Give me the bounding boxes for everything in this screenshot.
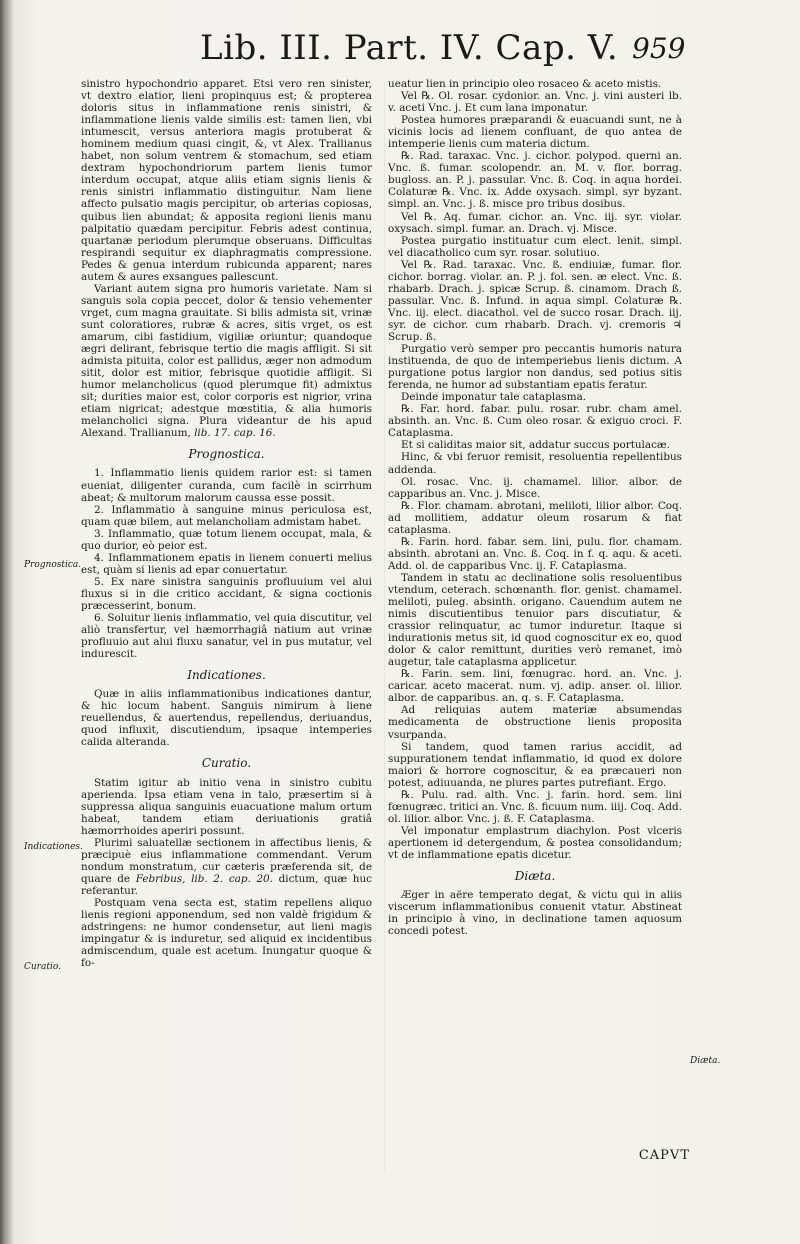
paragraph: Statim igitur ab initio vena in sinistro cubitu aperienda. Ipsa etiam vena in talo, præsertim si à suppressa aliqua sanguinis euacuatione malum ortum habeat, tandem etiam deriuationis gratiâ hæmorrhoides aperiri possunt.: [81, 776, 372, 837]
recipe: ℞. Pulu. rad. alth. Vnc. j. farin. hord. sem. lini fœnugræc. tritici an. Vnc. ß. ficuum num. iiij. Coq. Add. ol. lilior. albor. Vnc. j. ß. F. Cataplasma.: [388, 788, 682, 825]
paragraph: Deinde imponatur tale cataplasma.: [401, 391, 587, 404]
section-heading-diaeta: Diæta.: [514, 869, 556, 884]
paragraph: Ad reliquias autem materiæ absumendas medicamenta de obstructione lienis proposita vsurpanda.: [388, 704, 682, 741]
text: Plurimi saluatellæ sectionem in affectibus lienis, & præcipuè eius inflammatione commendant. Verum nondum monstratum, cur cæteris præferenda sit, de quare de: [81, 836, 372, 885]
page-number: 959: [632, 32, 686, 65]
margin-note-diaeta: Diæta.: [690, 1056, 721, 1066]
prognosis-item: 3. Inflammatio, quæ totum lienem occupat, mala, & quo durior, eò peior est.: [81, 527, 372, 552]
prognosis-item: 4. Inflammationem epatis in lienem conuerti melius est, quàm si lienis ad epar conuertatur.: [81, 551, 372, 576]
paragraph: Hinc, & vbi feruor remisit, resoluentia repellentibus addenda.: [388, 451, 682, 476]
right-column: [388, 78, 682, 937]
left-column: [81, 78, 372, 969]
margin-note-indicationes: Indicationes.: [24, 842, 83, 852]
prognosis-item: 1. Inflammatio lienis quidem rarior est: si tamen eueniat, diligenter curanda, cum facilè in scirrhum abeat; & multorum malorum caussa esse possit.: [81, 467, 372, 504]
paragraph: Postquam vena secta est, statim repellens aliquo lienis regioni apponendum, sed non valdè frigidum & adstringens: ne humor condensetur, aut lieni magis impingatur & is induretur, sed aliquid ex incidentibus admiscendum, quale est acetum. Inungatur quoque & fo-: [81, 897, 372, 970]
recipe: Vel ℞. Aq. fumar. cichor. an. Vnc. iij. syr. violar. oxysach. simpl. fumar. an. Drach. vj. Misce.: [388, 210, 682, 235]
recipe: ℞. Flor. chamam. abrotani, meliloti, lilior albor. Coq. ad mollitiem, addatur oleum rosarum & fiat cataplasma.: [388, 499, 682, 536]
paragraph: Vel imponatur emplastrum diachylon. Post vlceris apertionem id detergendum, & postea consolidandum; vt de inflammatione epatis dicetur.: [388, 824, 682, 861]
section-heading-prognostica: Prognostica.: [188, 447, 265, 462]
paragraph: Postea humores præparandi & euacuandi sunt, ne à vicinis locis ad lienem confluant, de quo antea de intemperie lienis cum materia dictum.: [388, 114, 682, 151]
section-heading-indicationes: Indicationes.: [187, 668, 266, 683]
margin-note-prognostica: Prognostica.: [24, 560, 82, 570]
reference: Febribus, lib. 2. cap. 20.: [135, 872, 273, 885]
reference: lib. 17. cap. 16.: [194, 427, 276, 440]
prognosis-item: 5. Ex nare sinistra sanguinis profluuium vel alui fluxus si in die critico accidant, & signa coctionis præcesserint, bonum.: [81, 575, 372, 612]
paragraph: [81, 283, 372, 440]
recipe: ℞. Farin. sem. lini, fœnugrac. hord. an. Vnc. j. caricar. aceto macerat. num. vj. adip. anser. ol. lilior. albor. de capparibus. an. q. s. F. Cataplasma.: [388, 668, 682, 705]
paragraph: sinistro hypochondrio apparet. Etsi vero ren sinister, vt dextro elatior, lieni propinquus est; & propterea doloris situs in inflammatione renis sinistri, & inflammatione lienis valde similis est: tamen lien, vbi intumescit, versus anteriora magis protuberat & hominem medium quasi cingit, &, vt Alex. Trallianus habet, non solum ventrem & stomachum, sed etiam dextram hypochondriorum partem lienis tumor interdum occupat, atque aliis etiam signis lienis & renis sinistri inflammatio distinguitur. Nam liene affecto pulsatio magis percipitur, ob arterias copiosas, quibus lien abundat; & apposita regioni lienis manu palpitatio quædam percipitur. Febris adest continua, quartanæ periodum plerumque obseruans. Difficultas respirandi sequitur ex diaphragmatis compressione. Pedes & genua interdum rubicunda apparent; nares autem & aures exsangues pallescunt.: [81, 78, 372, 283]
paragraph: Quæ in aliis inflammationibus indicationes dantur, & hic locum habent. Sanguis nimirum à liene reuellendus, & auertendus, repellendus, deriuandus, quod influxit, discutiendum, ipsaque intemperies calida alteranda.: [81, 688, 372, 749]
recipe: ℞. Far. hord. fabar. pulu. rosar. rubr. cham amel. absinth. an. Vnc. ß. Cum oleo rosar. & exiguo croci. F. Cataplasma.: [388, 403, 682, 440]
paragraph: [81, 837, 372, 897]
recipe: Vel ℞. Rad. taraxac. Vnc. ß. endiuiæ, fumar. flor. cichor. borrag. violar. an. P. j. fol. sen. æ elect. Vnc. ß. rhabarb. Drach. j. spicæ Scrup. ß. cinamom. Drach ß. passular. Vnc. ß. Infund. in aqua simpl. Colaturæ ℞. Vnc. iij. elect. diacathol. vel de succo rosar. Drach. iij. syr. de cichor. cum rhabarb. Drach. vj. cremoris ♃ Scrup. ß.: [388, 258, 682, 343]
recipe: Ol. rosac. Vnc. ij. chamamel. lilior. albor. de capparibus an. Vnc. j. Misce.: [388, 475, 682, 500]
paragraph: Et si caliditas maior sit, addatur succus portulacæ.: [401, 439, 670, 452]
paragraph: Tandem in statu ac declinatione solis resoluentibus vtendum, ceterach. schœnanth. flor. genist. chamamel. meliloti, puleg. absinth. origano. Cauendum autem ne nimis discutientibus tenuior pars discutiatur, & crassior relinquatur, ac tumor induretur. Itaque si indurationis metus sit, id quod cognoscitur ex eo, quod dolor & calor remittunt, durities verò remanet, imò augetur, tale cataplasma applicetur.: [388, 571, 682, 669]
section-heading-curatio: Curatio.: [201, 756, 252, 771]
catchword: CAPVT: [638, 1148, 690, 1163]
text: Variant autem signa pro humoris varietate. Nam si sanguis sola copia peccet, dolor & tensio vehementer vrget, cum magna grauitate. Si bilis admista sit, vrinæ sunt coloratiores, rubræ & acres, sitis vrget, os est amarum, cibi fastidium, vigiliæ oriuntur; quandoque ægri delirant, febrisque tertio die magis affligit. Si sit admista pituita, color est pallidus, æger non admodum sitit, dolor est mitior, febrisque quotidie affligit. Si humor melancholicus (quod plerumque fit) admixtus sit; durities maior est, color corporis est nigrior, vrina etiam nigricat; adestque mœstitia, & alia humoris melancholici signa. Plura videantur de his apud Alexand. Trallianum,: [81, 282, 372, 440]
margin-note-curatio: Curatio.: [24, 962, 61, 972]
paragraph: Æger in aëre temperato degat, & victu qui in aliis viscerum inflammationibus conuenit vtatur. Abstineat in principio à vino, in declinatione tamen aquosum concedi potest.: [388, 889, 682, 938]
column-gutter: [384, 82, 385, 1172]
prognosis-item: 6. Soluitur lienis inflammatio, vel quia discutitur, vel aliò transfertur, vel hæmorrhagiâ natium aut vrinæ profluuio aut alui fluxu sanatur, vel in pus mutatur, vel indurescit.: [81, 612, 372, 661]
paragraph: Si tandem, quod tamen rarius accidit, ad suppurationem tendat inflammatio, id quod ex dolore maiori & horrore cognoscitur, & ea præcaueri non potest, adiuuanda, ne plures partes putrefiant. Ergo.: [388, 740, 682, 789]
paragraph: ueatur lien in principio oleo rosaceo & aceto mistis.: [388, 78, 662, 90]
paragraph: Purgatio verò semper pro peccantis humoris natura instituenda, de quo de intemperiebus lienis dictum. A purgatione potus largior non dandus, sed potius sitis ferenda, ne humor ad substantiam epatis feratur.: [388, 343, 682, 392]
recipe: ℞. Rad. taraxac. Vnc. j. cichor. polypod. querni an. Vnc. ß. fumar. scolopendr. an. M. v. flor. borrag. bugloss. an. P. j. passular. Vnc. ß. Coq. in aqua hordei. Colaturæ ℞. Vnc. ix. Adde oxysach. simpl. syr byzant. simpl. an. Vnc. j. ß. misce pro tribus dosibus.: [388, 150, 682, 211]
text: dictum, quæ huc referantur.: [81, 872, 372, 897]
prognosis-item: 2. Inflammatio à sanguine minus periculosa est, quam quæ bilem, aut melancholiam admistam habet.: [81, 503, 372, 528]
paragraph: Postea purgatio instituatur cum elect. lenit. simpl. vel diacatholico cum syr. rosar. solutiuo.: [388, 234, 682, 259]
running-header: [200, 28, 686, 80]
recipe: ℞. Farin. hord. fabar. sem. lini, pulu. flor. chamam. absinth. abrotani an. Vnc. ß. Coq. in f. q. aqu. & aceti. Add. ol. de capparibus Vnc. ij. F. Cataplasma.: [388, 535, 682, 572]
running-title: Lib. III. Part. IV. Cap. V.: [200, 28, 619, 68]
recipe: Vel ℞. Ol. rosar. cydonior. an. Vnc. j. vini austeri lb. v. aceti Vnc. j. Et cum lana imponatur.: [388, 90, 682, 115]
